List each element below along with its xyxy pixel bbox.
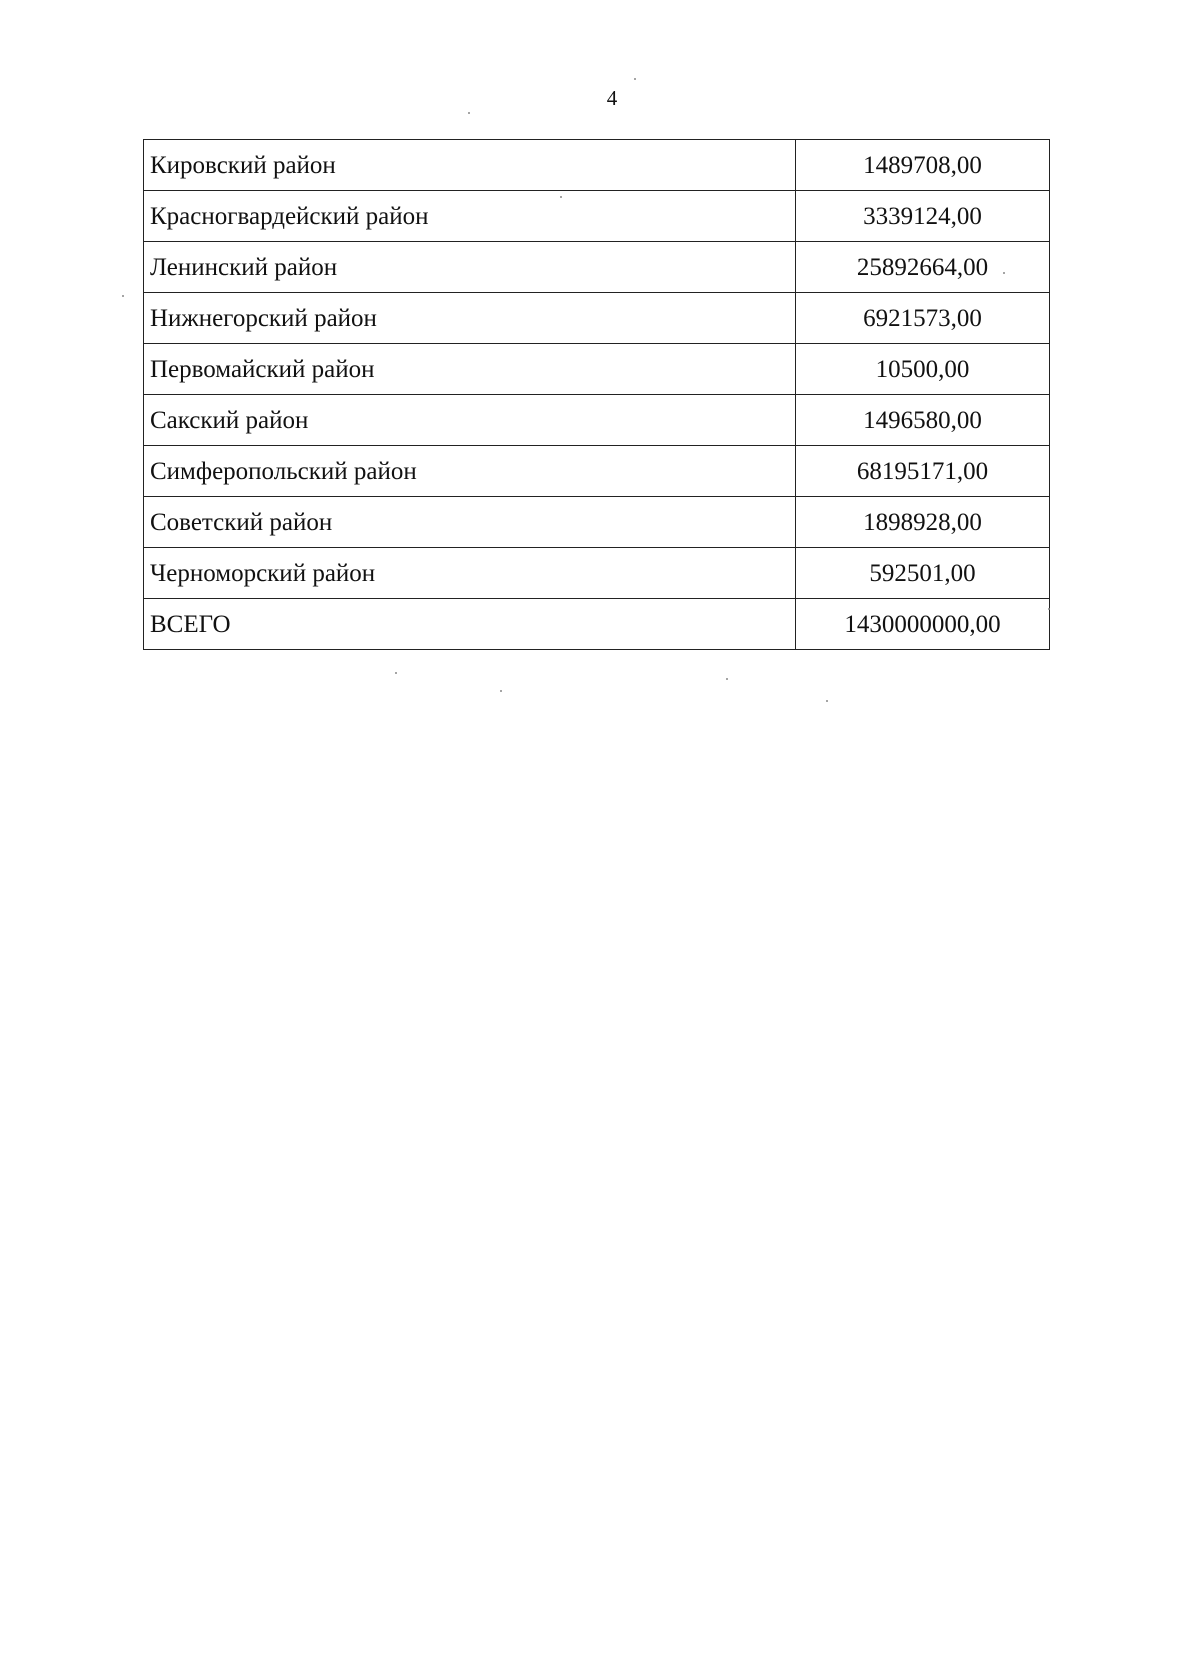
- scan-speck: [560, 196, 562, 198]
- district-name: Черноморский район: [144, 548, 796, 599]
- district-amount: 6921573,00: [796, 293, 1050, 344]
- total-label: ВСЕГО: [144, 599, 796, 650]
- district-amount: 3339124,00: [796, 191, 1050, 242]
- district-name: Нижнегорский район: [144, 293, 796, 344]
- scan-speck: [395, 672, 397, 674]
- scan-speck: [1048, 608, 1050, 610]
- district-name: Кировский район: [144, 140, 796, 191]
- district-amount: 1898928,00: [796, 497, 1050, 548]
- scan-speck: [468, 112, 470, 114]
- table-row: [144, 344, 1050, 395]
- district-amount: 1489708,00: [796, 140, 1050, 191]
- table-row: [144, 293, 1050, 344]
- table-row: [144, 140, 1050, 191]
- total-row: [144, 599, 1050, 650]
- district-name: Симферопольский район: [144, 446, 796, 497]
- district-name: Сакский район: [144, 395, 796, 446]
- district-name: Советский район: [144, 497, 796, 548]
- table-row: [144, 446, 1050, 497]
- district-amount-table: [143, 139, 1050, 650]
- scan-speck: [1003, 272, 1005, 274]
- district-amount: 592501,00: [796, 548, 1050, 599]
- district-amount: 1496580,00: [796, 395, 1050, 446]
- scan-speck: [634, 78, 636, 80]
- district-amount: 10500,00: [796, 344, 1050, 395]
- table-row: [144, 497, 1050, 548]
- table-row: [144, 191, 1050, 242]
- district-name: Первомайский район: [144, 344, 796, 395]
- district-amount: 25892664,00: [796, 242, 1050, 293]
- district-amount: 68195171,00: [796, 446, 1050, 497]
- scan-speck: [726, 678, 728, 680]
- district-name: Ленинский район: [144, 242, 796, 293]
- table-row: [144, 395, 1050, 446]
- total-amount: 1430000000,00: [796, 599, 1050, 650]
- scan-speck: [826, 700, 828, 702]
- table-row: [144, 548, 1050, 599]
- district-name: Красногвардейский район: [144, 191, 796, 242]
- scan-speck: [500, 690, 502, 692]
- scan-speck: [122, 295, 124, 297]
- table-row: [144, 242, 1050, 293]
- page-number: 4: [606, 86, 618, 110]
